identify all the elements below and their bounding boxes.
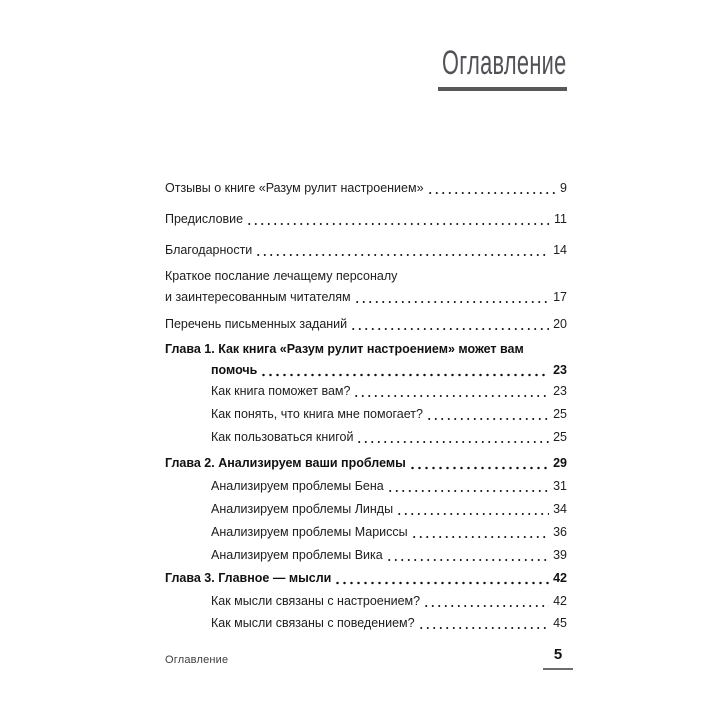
toc-page-number: 29 xyxy=(553,456,567,470)
toc-entry-label: Как понять, что книга мне помогает? xyxy=(211,407,423,421)
toc-entry-label: Глава 2. Анализируем ваши проблемы xyxy=(165,456,406,470)
toc-entry xyxy=(165,591,567,611)
toc-entry-line xyxy=(165,404,567,424)
toc-page-number: 23 xyxy=(553,363,567,377)
toc-entry-label: Как пользоваться книгой xyxy=(211,430,354,444)
toc-leader-dots xyxy=(387,476,549,496)
toc-entry xyxy=(165,240,567,260)
toc-leader-dots xyxy=(427,178,557,198)
toc-page-number: 9 xyxy=(560,181,567,195)
toc-page-number: 36 xyxy=(553,525,567,539)
toc-entry-line xyxy=(165,339,567,359)
toc-page-number: 34 xyxy=(553,502,567,516)
toc-entry-label: Анализируем проблемы Линды xyxy=(211,502,394,516)
toc-entry-label: и заинтересованным читателям xyxy=(165,290,351,304)
toc-entry-line xyxy=(165,240,567,260)
title-underline-rule xyxy=(438,87,567,91)
toc-entry xyxy=(165,178,567,198)
toc-entry-line xyxy=(165,266,567,286)
toc-leader-dots xyxy=(418,613,550,633)
toc-entry xyxy=(165,545,567,565)
toc-leader-dots xyxy=(356,427,549,447)
toc-entry-line xyxy=(165,476,567,496)
toc-entry xyxy=(165,499,567,519)
toc-leader-dots xyxy=(350,314,549,334)
toc-entry-line xyxy=(165,287,567,307)
toc-entry-line xyxy=(165,178,567,198)
toc-entry-label: Глава 3. Главное — мысли xyxy=(165,571,332,585)
toc-page-number: 31 xyxy=(553,479,567,493)
toc-entry-label: Как мысли связаны с поведением? xyxy=(211,616,415,630)
toc-entry-line xyxy=(165,591,567,611)
toc-entry xyxy=(165,427,567,447)
toc-entry-line xyxy=(165,427,567,447)
toc-entry-label: Краткое послание лечащему персоналу xyxy=(165,269,398,283)
toc-page-number: 42 xyxy=(553,571,567,585)
toc-entry-label: Анализируем проблемы Мариссы xyxy=(211,525,408,539)
toc-entry-label: Отзывы о книге «Разум рулит настроением» xyxy=(165,181,424,195)
toc-entry-line xyxy=(165,499,567,519)
toc-leader-dots xyxy=(353,381,549,401)
toc-entry-label: Благодарности xyxy=(165,243,253,257)
toc-leader-dots xyxy=(354,287,549,307)
toc-leader-dots xyxy=(386,545,549,565)
toc-entry xyxy=(165,522,567,542)
toc-page-number: 23 xyxy=(553,384,567,398)
footer-page-number xyxy=(543,645,573,670)
toc-entry-label: Анализируем проблемы Бена xyxy=(211,479,384,493)
toc-entry xyxy=(165,314,567,334)
toc-leader-dots xyxy=(423,591,549,611)
toc-entry xyxy=(165,266,567,307)
toc-page-number: 39 xyxy=(553,548,567,562)
toc-entry-line xyxy=(165,522,567,542)
toc-entry-line xyxy=(165,360,567,380)
toc-leader-dots xyxy=(334,568,549,588)
toc-entry xyxy=(165,476,567,496)
toc-page-number: 25 xyxy=(553,430,567,444)
toc-leader-dots xyxy=(426,404,549,424)
toc-entry-label: Анализируем проблемы Вика xyxy=(211,548,383,562)
toc-leader-dots xyxy=(396,499,549,519)
toc-entry-line xyxy=(165,545,567,565)
toc-entry-label: Как мысли связаны с настроением? xyxy=(211,594,421,608)
page-title: Оглавление xyxy=(442,44,567,82)
toc-entry xyxy=(165,381,567,401)
toc-page-number: 17 xyxy=(553,290,567,304)
toc-entry xyxy=(165,209,567,229)
toc-entry-label: Предисловие xyxy=(165,212,244,226)
footer-section-label: Оглавление xyxy=(165,654,229,666)
toc-entry-line xyxy=(165,453,567,473)
toc-entry-line xyxy=(165,209,567,229)
toc-entry-line xyxy=(165,613,567,633)
toc-entry xyxy=(165,568,567,588)
toc-page-number: 42 xyxy=(553,594,567,608)
toc-leader-dots xyxy=(255,240,549,260)
toc-entry-label: Глава 1. Как книга «Разум рулит настроением» может вам xyxy=(165,342,524,356)
table-of-contents xyxy=(165,178,567,633)
toc-entry-label: Как книга поможет вам? xyxy=(211,384,351,398)
toc-leader-dots xyxy=(409,453,549,473)
toc-page-number: 20 xyxy=(553,317,567,331)
toc-leader-dots xyxy=(260,360,549,380)
toc-entry xyxy=(165,453,567,473)
toc-page-number: 25 xyxy=(553,407,567,421)
toc-entry-label: помочь xyxy=(211,363,258,377)
toc-entry-line xyxy=(165,314,567,334)
toc-entry-label: Перечень письменных заданий xyxy=(165,317,348,331)
toc-entry xyxy=(165,404,567,424)
toc-page-number: 11 xyxy=(554,212,567,226)
toc-page-number: 45 xyxy=(553,616,567,630)
toc-entry-line xyxy=(165,568,567,588)
footer-page-number-text: 5 xyxy=(553,646,563,663)
toc-leader-dots xyxy=(246,209,550,229)
toc-entry xyxy=(165,339,567,380)
toc-entry xyxy=(165,613,567,633)
toc-leader-dots xyxy=(411,522,549,542)
toc-entry-line xyxy=(165,381,567,401)
toc-page-number: 14 xyxy=(553,243,567,257)
